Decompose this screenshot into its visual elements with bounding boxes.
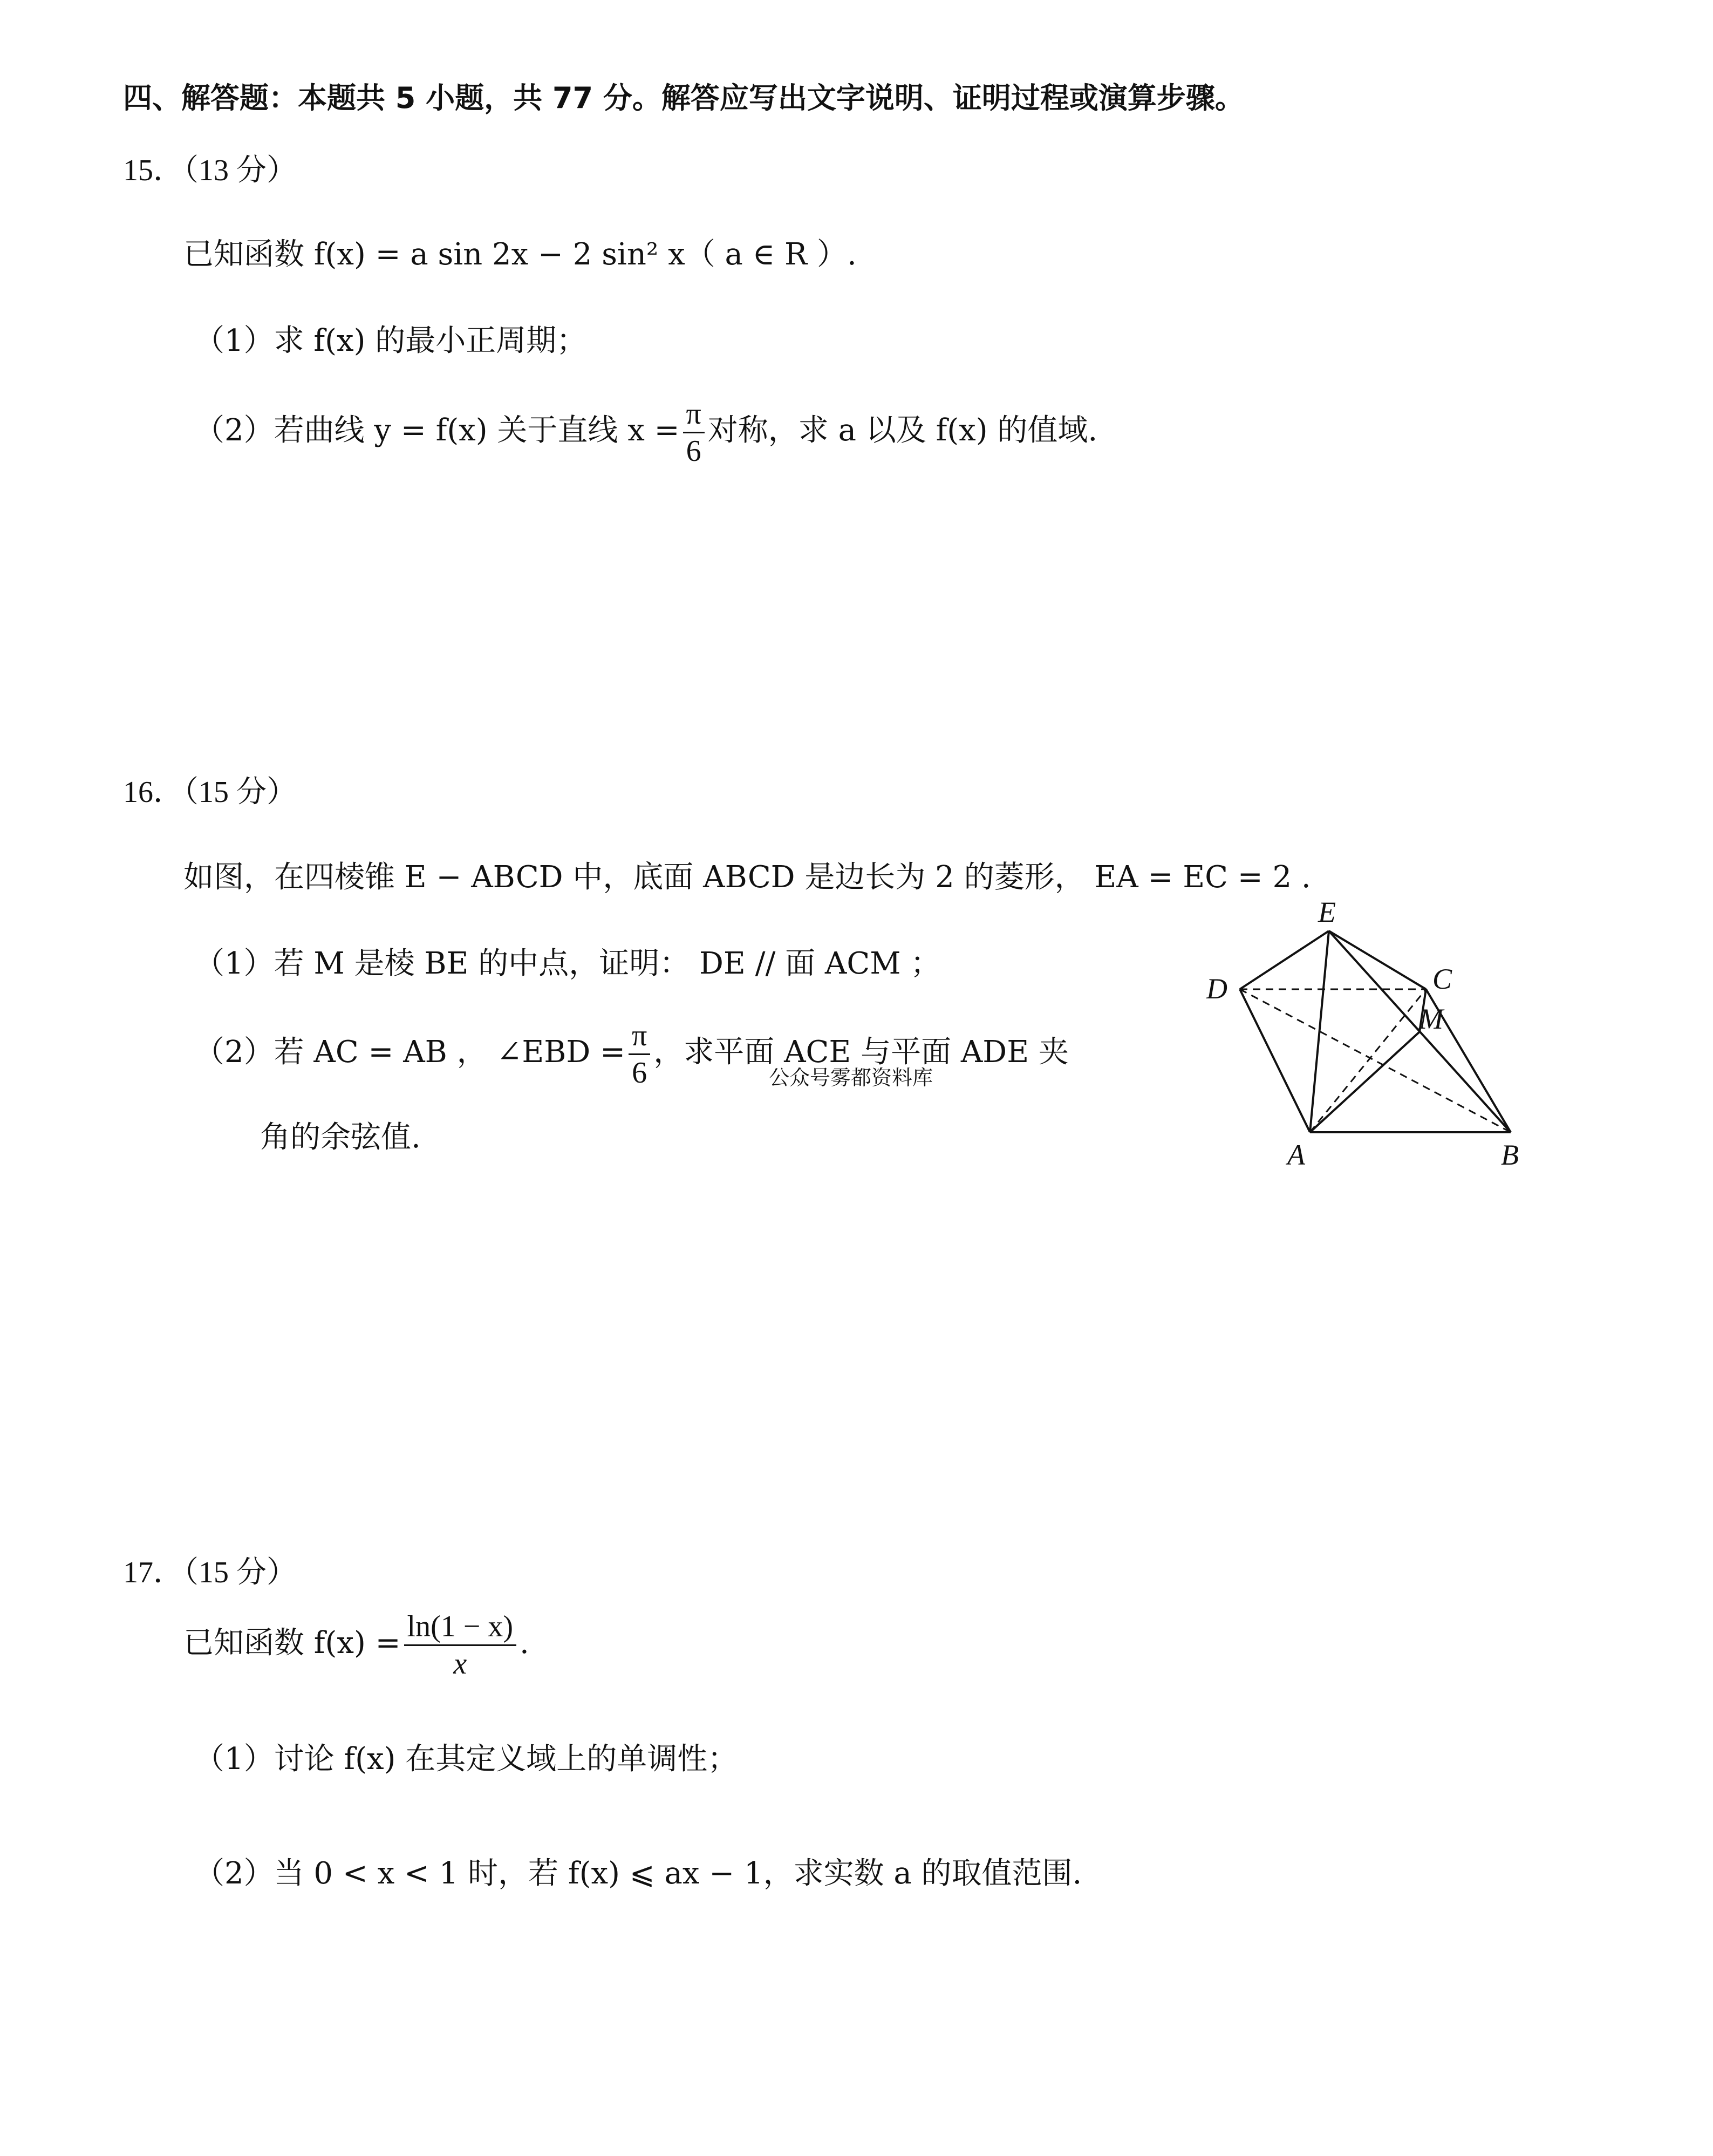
q17-part1: （1）讨论 f(x) 在其定义域上的单调性；: [194, 1742, 738, 1777]
q16-pi-over-6-fraction: [629, 1018, 650, 1091]
q15-stem: 已知函数 f(x) = a sin 2x − 2 sin² x（ a ∈ R ）.: [183, 237, 857, 272]
fraction-denominator: 6: [632, 1056, 647, 1090]
q17-part2: （2）当 0 < x < 1 时，若 f(x) ⩽ ax − 1，求实数 a 的取值范围.: [194, 1856, 1082, 1891]
q15-header: 15．（13 分）: [123, 154, 297, 187]
edge-DA: [1240, 989, 1310, 1132]
fraction-numerator: ln(1 − x): [404, 1609, 516, 1646]
hidden-edge-DB: [1240, 989, 1511, 1132]
fraction-numerator: π: [629, 1018, 650, 1055]
q16-part2-pre: （2）若 AC = AB ， ∠EBD =: [194, 1035, 626, 1070]
q15-part2-post: 对称，求 a 以及 f(x) 的值域.: [707, 413, 1098, 448]
edge-ED: [1240, 931, 1329, 989]
segment-AM: [1310, 1032, 1419, 1132]
fraction-denominator: x: [453, 1647, 467, 1681]
q16-header: 16．（15 分）: [123, 776, 297, 809]
edge-EC: [1329, 931, 1426, 989]
q16-part2-continuation: 角的余弦值.: [260, 1120, 421, 1155]
q15-part2-pre: （2）若曲线 y = f(x) 关于直线 x =: [194, 413, 680, 448]
q17-header: 17．（15 分）: [123, 1556, 297, 1589]
label-C: C: [1432, 963, 1452, 995]
q15-pi-over-6-fraction: [683, 396, 705, 469]
label-E: E: [1318, 896, 1336, 928]
pyramid-figure: [1187, 890, 1597, 1193]
edge-EA: [1310, 931, 1329, 1132]
label-M: M: [1419, 1003, 1443, 1035]
q16-stem: 如图，在四棱锥 E − ABCD 中，底面 ABCD 是边长为 2 的菱形， EA = EC = 2 .: [183, 860, 1311, 895]
fraction-numerator: π: [683, 396, 705, 433]
q16-part2-post: ，求平面 ACE 与平面 ADE 夹: [653, 1035, 1069, 1070]
q17-fraction: [404, 1609, 516, 1682]
watermark-text: 公众号雾都资料库: [769, 1066, 933, 1090]
q16-part1: （1）若 M 是棱 BE 的中点，证明： DE // 面 ACM ；: [194, 946, 941, 981]
q17-stem-pre: 已知函数 f(x) =: [183, 1625, 401, 1661]
label-B: B: [1501, 1139, 1519, 1171]
q17-stem: [183, 1603, 529, 1684]
fraction-denominator: 6: [686, 434, 701, 468]
q15-part2: [194, 393, 1097, 469]
section-title: 四、解答题：本题共 5 小题，共 77 分。解答应写出文字说明、证明过程或演算步骤。: [123, 81, 1244, 115]
q16-part2: [194, 1015, 1069, 1091]
q15-part1: （1）求 f(x) 的最小正周期；: [194, 323, 587, 358]
label-D: D: [1206, 972, 1227, 1005]
hidden-edge-AC: [1310, 989, 1426, 1132]
label-A: A: [1287, 1139, 1305, 1171]
q17-stem-post: .: [519, 1625, 529, 1661]
